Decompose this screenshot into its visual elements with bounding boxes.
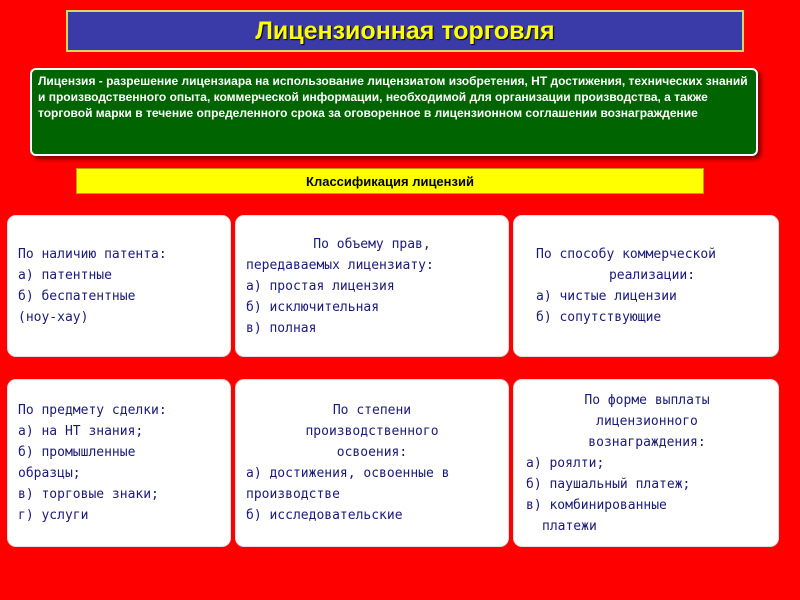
- box-item: г) услуги: [18, 508, 89, 523]
- box-item: а) патентные: [18, 268, 112, 283]
- box-item: а) достижения, освоенные в: [246, 466, 450, 481]
- box-heading-line: По форме выплаты: [584, 393, 710, 408]
- box-item: в) комбинированные: [526, 498, 667, 513]
- box-production-mastery: [236, 380, 508, 546]
- box-patent: [8, 216, 230, 356]
- box-heading-line: По степени: [332, 403, 412, 418]
- box-heading-line: По объему прав,: [313, 237, 431, 252]
- box-heading-line: По наличию патента:: [18, 247, 167, 262]
- classification-label: Классификация лицензий: [306, 173, 474, 189]
- box-item: б) сопутствующие: [536, 310, 662, 325]
- box-item: б) промышленные: [18, 445, 136, 460]
- box-item: б) исследовательские: [246, 508, 403, 523]
- box-deal-subject: [8, 380, 230, 546]
- box-item: а) простая лицензия: [246, 279, 395, 294]
- box-heading-line: освоения:: [336, 445, 408, 460]
- box-heading-line: передаваемых лицензиату:: [246, 258, 434, 273]
- box-item: в) торговые знаки;: [18, 487, 159, 502]
- box-heading-line: производственного: [305, 424, 439, 439]
- license-definition: Лицензия - разрешение лицензиара на использование лицензиатом изобретения, НТ достижения, технических знаний и производственного опыта, коммерческой информации, необходимой для организации производства, а также торговой марки в течение определенного срока за оговоренное в лицензионном соглашении вознаграждение: [30, 68, 758, 156]
- box-heading-line: По предмету сделки:: [18, 403, 167, 418]
- box-item: образцы;: [18, 466, 81, 481]
- box-item: б) исключительная: [246, 300, 380, 315]
- box-item: а) на НТ знания;: [18, 424, 144, 439]
- box-item: (ноу-хау): [18, 310, 89, 325]
- box-heading-line: вознаграждения:: [588, 435, 706, 450]
- box-heading-line: По способу коммерческой: [536, 247, 717, 262]
- box-item: в) полная: [246, 321, 317, 336]
- box-item: б) беспатентные: [18, 289, 136, 304]
- box-heading-line: лицензионного: [596, 414, 698, 429]
- box-item: а) чистые лицензии: [536, 289, 677, 304]
- box-payment-form: [514, 380, 778, 546]
- box-rights-scope: [236, 216, 508, 356]
- box-item: б) паушальный платеж;: [526, 477, 691, 492]
- title-banner: [66, 10, 744, 52]
- page-title: Лицензионная торговля: [255, 16, 555, 45]
- box-item: производстве: [246, 487, 340, 502]
- box-commercial-realization: [514, 216, 778, 356]
- classification-banner: [76, 168, 704, 194]
- box-item: а) роялти;: [526, 456, 605, 471]
- box-heading-line: реализации:: [608, 268, 696, 283]
- box-item: платежи: [542, 519, 597, 534]
